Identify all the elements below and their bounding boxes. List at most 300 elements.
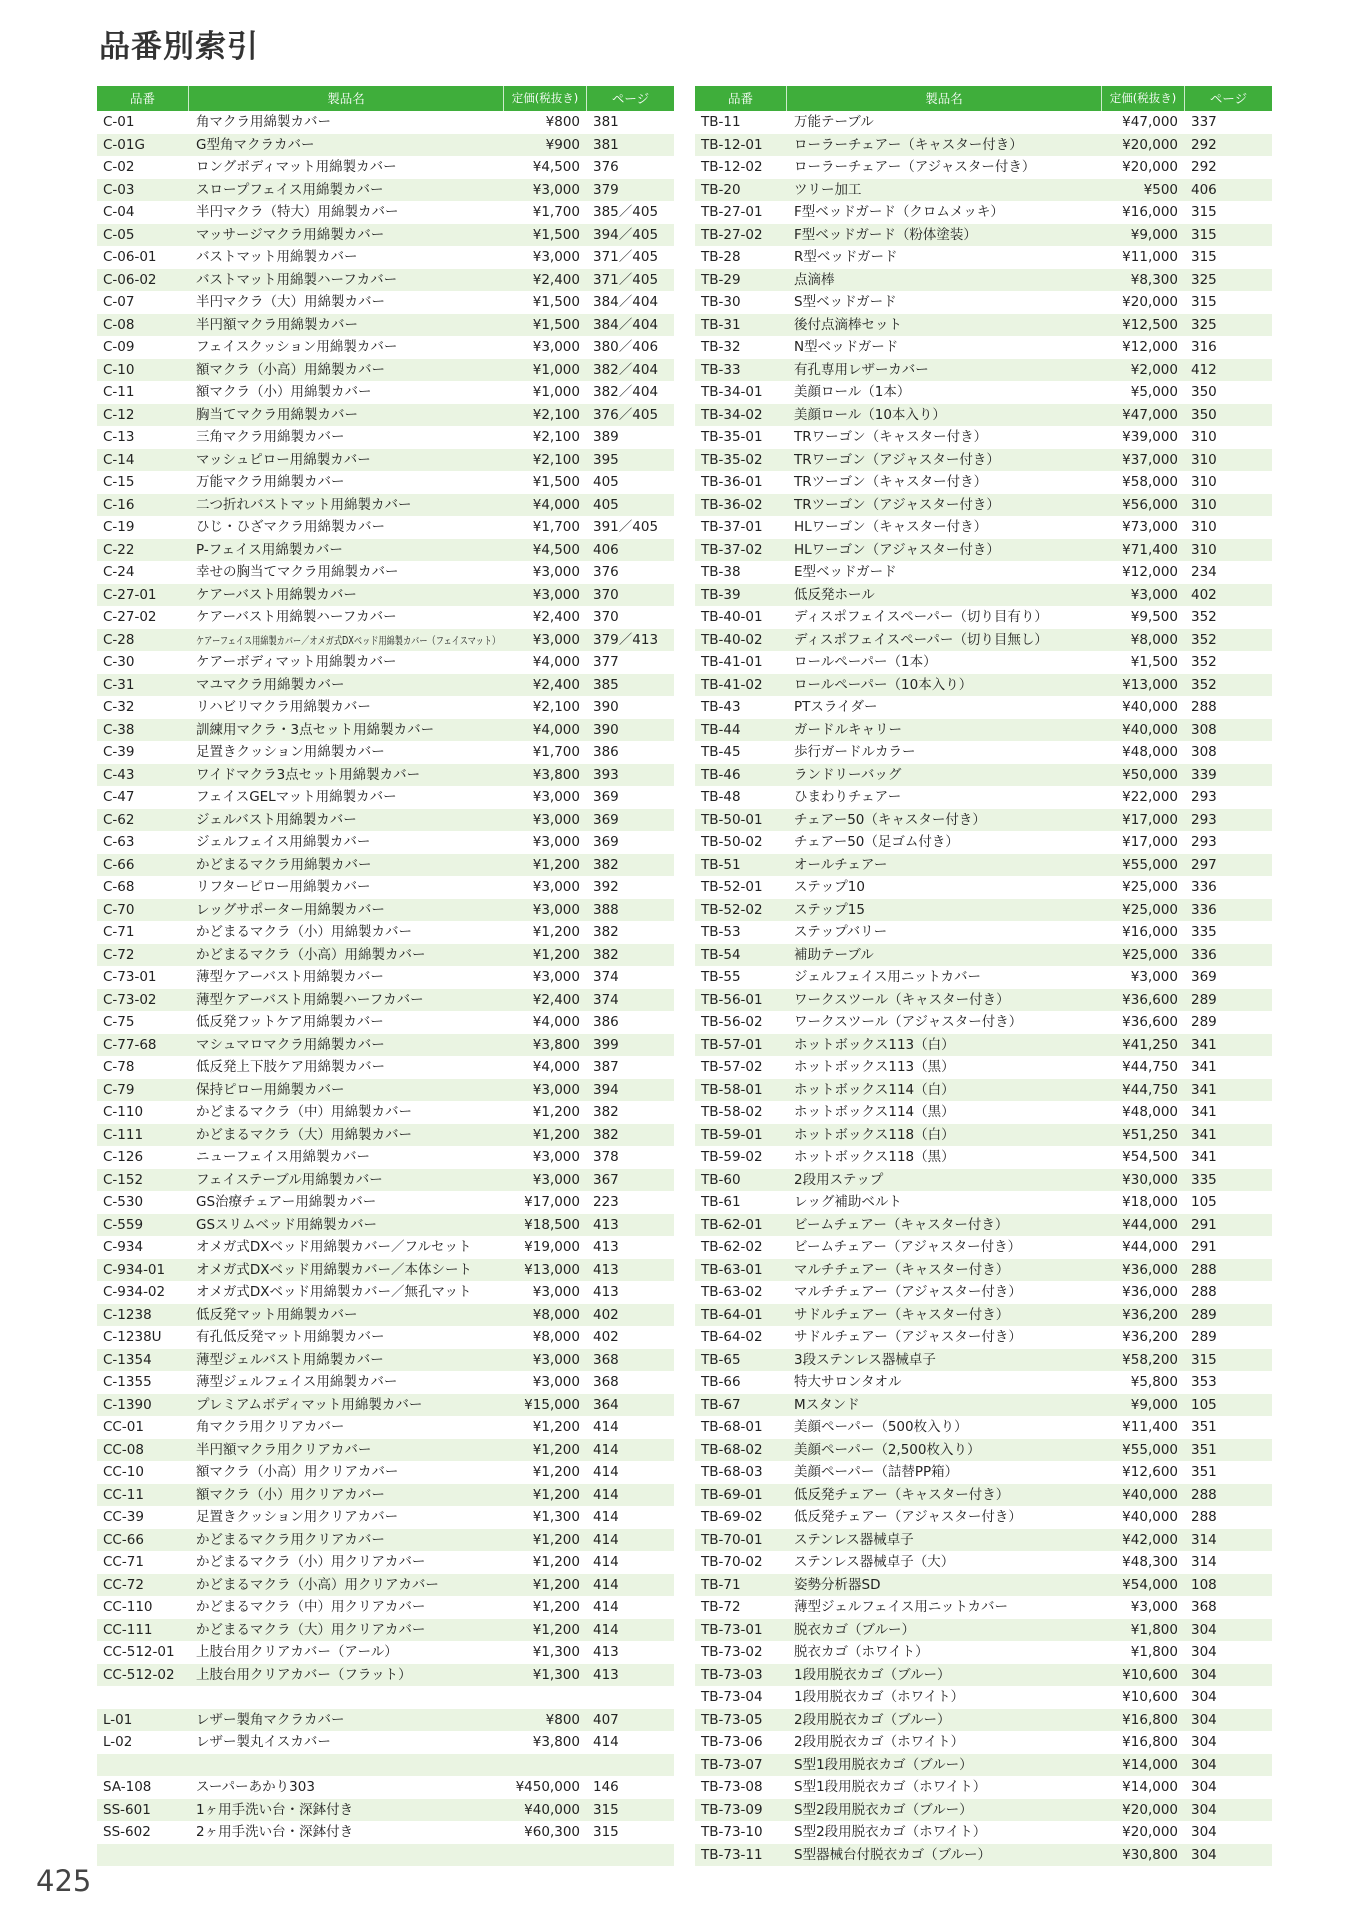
product-name-cell — [786, 966, 1101, 989]
page-ref-cell — [586, 1461, 674, 1484]
product-name-cell — [786, 1664, 1101, 1687]
product-name: 2段用脱衣カゴ（ホワイト） — [794, 1734, 965, 1750]
product-code: TB-73-07 — [701, 1756, 763, 1773]
product-name: 2段用ステップ — [794, 1171, 884, 1188]
page-reference: 414 — [593, 1554, 619, 1570]
page-ref-cell — [1184, 471, 1272, 494]
price-cell — [503, 1664, 586, 1687]
product-name: 美顔ペーパー（2,500枚入り） — [794, 1441, 981, 1458]
product-code: TB-57-01 — [701, 1036, 763, 1053]
price-cell — [503, 381, 586, 404]
product-name-cell — [786, 1146, 1101, 1169]
price-cell — [503, 921, 586, 944]
page-ref-cell — [1184, 1416, 1272, 1439]
code-cell — [695, 966, 786, 989]
table-row — [97, 1821, 674, 1844]
code-cell — [695, 1506, 786, 1529]
table-row — [695, 1506, 1272, 1529]
product-name: 薄型ジェルバスト用綿製カバー — [196, 1351, 384, 1368]
product-code: C-63 — [103, 834, 135, 850]
price-cell — [1101, 1079, 1184, 1102]
page-ref-cell — [586, 741, 674, 764]
price-value: ¥2,000 — [1130, 361, 1178, 378]
code-cell — [97, 1574, 188, 1597]
table-row — [695, 336, 1272, 359]
table-row — [97, 201, 674, 224]
page-ref-cell — [1184, 1281, 1272, 1304]
price-cell — [1101, 156, 1184, 179]
code-cell — [695, 1214, 786, 1237]
price-value: ¥1,700 — [532, 744, 580, 760]
product-name: ジェルバスト用綿製カバー — [196, 811, 357, 828]
price-cell — [503, 809, 586, 832]
product-name: 歩行ガードルカラー — [794, 744, 916, 760]
code-cell — [695, 1641, 786, 1664]
price-value: ¥3,800 — [532, 766, 580, 783]
page-ref-cell — [1184, 606, 1272, 629]
page-ref-cell — [586, 1146, 674, 1169]
page-ref-cell — [1184, 899, 1272, 922]
price-value: ¥17,000 — [1122, 811, 1178, 828]
product-name-cell — [188, 291, 503, 314]
header-page: ページ — [586, 86, 674, 111]
table-row — [695, 921, 1272, 944]
table-row — [695, 1304, 1272, 1327]
product-name-cell — [786, 1394, 1101, 1417]
product-name: マルチチェアー（アジャスター付き） — [794, 1284, 1022, 1300]
product-name: ステンレス器械卓子 — [794, 1531, 914, 1548]
price-value: ¥12,000 — [1122, 564, 1178, 580]
product-name-cell — [188, 449, 503, 472]
table-row — [695, 179, 1272, 202]
page-reference: 414 — [593, 1419, 619, 1435]
table-row — [695, 1731, 1272, 1754]
table-row — [97, 561, 674, 584]
product-name-cell — [188, 831, 503, 854]
table-row — [97, 156, 674, 179]
page-ref-cell — [586, 1641, 674, 1664]
product-code: TB-56-02 — [701, 1014, 763, 1030]
product-code: TB-66 — [701, 1374, 741, 1390]
product-name-cell — [786, 201, 1101, 224]
product-name: かどまるマクラ（小）用綿製カバー — [196, 924, 412, 940]
price-value: ¥19,000 — [524, 1239, 580, 1255]
page-ref-cell — [1184, 1304, 1272, 1327]
page-ref-cell — [586, 1371, 674, 1394]
table-row — [97, 1101, 674, 1124]
product-name: HLワーゴン（キャスター付き） — [794, 519, 988, 535]
page-ref-cell — [586, 1281, 674, 1304]
table-row — [695, 516, 1272, 539]
page-ref-cell — [1184, 719, 1272, 742]
price-cell — [503, 1529, 586, 1552]
price-value: ¥48,300 — [1122, 1554, 1178, 1570]
page-reference: 413 — [593, 1666, 619, 1683]
product-name: プレミアムボディマット用綿製カバー — [196, 1396, 423, 1413]
product-code: C-934-01 — [103, 1261, 166, 1278]
product-code: C-14 — [103, 451, 135, 468]
table-row — [97, 246, 674, 269]
page-ref-cell — [1184, 651, 1272, 674]
code-cell — [97, 314, 188, 337]
product-name-cell — [786, 1529, 1101, 1552]
page-reference: 377 — [593, 654, 619, 670]
product-name-cell — [786, 224, 1101, 247]
table-row — [695, 426, 1272, 449]
code-cell — [97, 1731, 188, 1754]
price-cell — [503, 1461, 586, 1484]
product-name: チェアー50（足ゴム付き） — [794, 834, 959, 850]
product-code: C-27-01 — [103, 586, 157, 603]
page-ref-cell — [1184, 1169, 1272, 1192]
product-code: TB-31 — [701, 316, 741, 333]
page-ref-cell — [1184, 561, 1272, 584]
table-row — [97, 381, 674, 404]
price-value: ¥3,000 — [532, 789, 580, 805]
page-reference: 394 — [593, 1081, 619, 1098]
code-cell — [695, 764, 786, 787]
product-name-cell — [188, 1776, 503, 1799]
price-value: ¥1,200 — [532, 1464, 580, 1480]
code-cell — [97, 1776, 188, 1799]
page-ref-cell — [1184, 1619, 1272, 1642]
product-name: 足置きクッション用綿製カバー — [196, 744, 385, 760]
page-ref-cell — [586, 539, 674, 562]
page-ref-cell — [1184, 1686, 1272, 1709]
price-value: ¥15,000 — [524, 1396, 580, 1413]
product-code: TB-51 — [701, 856, 741, 873]
product-name: E型ベッドガード — [794, 564, 897, 580]
price-value: ¥16,800 — [1122, 1734, 1178, 1750]
price-value: ¥14,000 — [1122, 1756, 1178, 1773]
table-row — [695, 1709, 1272, 1732]
page-reference: 381 — [593, 114, 619, 130]
product-name-cell — [188, 201, 503, 224]
page-ref-cell — [1184, 201, 1272, 224]
page-reference: 304 — [1191, 1801, 1217, 1818]
price-cell — [1101, 336, 1184, 359]
product-name: 脱衣カゴ（ブルー） — [794, 1621, 915, 1638]
table-row — [97, 1304, 674, 1327]
product-code: C-06-02 — [103, 271, 157, 288]
product-code: C-15 — [103, 474, 135, 490]
code-cell — [695, 359, 786, 382]
product-name: 低反発上下肢ケア用綿製カバー — [196, 1059, 385, 1075]
price-value: ¥3,000 — [532, 1351, 580, 1368]
page-ref-cell — [586, 381, 674, 404]
product-name: ビームチェアー（アジャスター付き） — [794, 1239, 1022, 1255]
price-cell — [503, 1596, 586, 1619]
product-code: TB-37-01 — [701, 519, 763, 535]
product-code: TB-59-02 — [701, 1149, 763, 1165]
code-cell — [695, 1169, 786, 1192]
page-ref-cell — [586, 696, 674, 719]
price-value: ¥3,000 — [532, 969, 580, 985]
table-row — [695, 674, 1272, 697]
price-cell — [1101, 179, 1184, 202]
product-name: かどまるマクラ用クリアカバー — [196, 1531, 385, 1548]
price-cell — [1101, 674, 1184, 697]
page-ref-cell — [586, 944, 674, 967]
product-name-cell — [188, 471, 503, 494]
product-name-cell — [188, 1416, 503, 1439]
product-name: 胸当てマクラ用綿製カバー — [196, 406, 358, 423]
price-value: ¥4,000 — [532, 496, 580, 513]
price-value: ¥44,000 — [1122, 1239, 1178, 1255]
price-value: ¥12,500 — [1122, 316, 1178, 333]
page-reference: 339 — [1191, 766, 1217, 783]
page-ref-cell — [1184, 1371, 1272, 1394]
table-row — [97, 1596, 674, 1619]
price-cell — [503, 944, 586, 967]
product-name-cell — [188, 696, 503, 719]
table-row — [97, 1011, 674, 1034]
code-cell — [97, 516, 188, 539]
product-name: 低反発チェアー（キャスター付き） — [794, 1486, 1010, 1503]
product-name: 美顔ペーパー（詰替PP箱） — [794, 1464, 959, 1480]
page-ref-cell — [586, 1304, 674, 1327]
product-name: オメガ式DXベッド用綿製カバー／フルセット — [196, 1239, 472, 1255]
product-name: 薄型ジェルフェイス用綿製カバー — [196, 1374, 398, 1390]
page-ref-cell — [1184, 359, 1272, 382]
price-cell — [503, 1214, 586, 1237]
price-value: ¥36,600 — [1122, 1014, 1178, 1030]
product-name: スロープフェイス用綿製カバー — [196, 181, 384, 198]
table-row — [97, 719, 674, 742]
price-value: ¥5,000 — [1130, 384, 1178, 400]
page-ref-cell — [1184, 1124, 1272, 1147]
page-ref-cell — [586, 1236, 674, 1259]
product-name-cell — [786, 921, 1101, 944]
product-name-cell — [188, 381, 503, 404]
product-name-cell — [786, 1821, 1101, 1844]
product-code: TB-29 — [701, 271, 741, 288]
product-name: レザー製丸イスカバー — [196, 1734, 331, 1750]
price-value: ¥3,000 — [532, 1171, 580, 1188]
price-cell — [503, 539, 586, 562]
price-value: ¥11,000 — [1122, 249, 1178, 265]
price-cell — [1101, 1236, 1184, 1259]
product-name-cell — [786, 1079, 1101, 1102]
product-name: フェイスクッション用綿製カバー — [196, 339, 398, 355]
code-cell — [97, 1349, 188, 1372]
product-code: TB-62-02 — [701, 1239, 763, 1255]
product-code: C-16 — [103, 496, 135, 513]
product-name-cell — [786, 1034, 1101, 1057]
product-name: ロールペーパー（1本） — [794, 654, 937, 670]
page-ref-cell — [1184, 944, 1272, 967]
product-name-cell — [786, 651, 1101, 674]
price-value: ¥71,400 — [1122, 541, 1178, 558]
product-name: フェイステーブル用綿製カバー — [196, 1171, 383, 1188]
page-ref-cell — [1184, 1709, 1272, 1732]
product-code: TB-57-02 — [701, 1059, 763, 1075]
page-reference: 304 — [1191, 1756, 1217, 1773]
page-ref-cell — [586, 156, 674, 179]
page-reference: 289 — [1191, 1306, 1217, 1323]
product-code: C-43 — [103, 766, 135, 783]
price-cell — [1101, 1776, 1184, 1799]
price-value: ¥10,600 — [1122, 1689, 1178, 1705]
price-cell — [503, 1709, 586, 1732]
code-cell — [97, 1214, 188, 1237]
price-cell — [503, 989, 586, 1012]
product-code: TB-63-02 — [701, 1284, 763, 1300]
product-name-cell — [786, 1416, 1101, 1439]
price-value: ¥41,250 — [1122, 1036, 1178, 1053]
price-cell — [1101, 561, 1184, 584]
code-cell — [97, 1529, 188, 1552]
price-cell — [1101, 1664, 1184, 1687]
product-code: C-73-02 — [103, 991, 157, 1008]
table-row — [97, 1371, 674, 1394]
page-reference: 413 — [593, 1284, 619, 1300]
page-ref-cell — [1184, 741, 1272, 764]
product-name-cell — [786, 1281, 1101, 1304]
price-value: ¥25,000 — [1122, 946, 1178, 963]
page-ref-cell — [586, 1596, 674, 1619]
price-cell — [1101, 1124, 1184, 1147]
price-cell — [1101, 1439, 1184, 1462]
price-value: ¥40,000 — [1122, 699, 1178, 715]
product-name: ビームチェアー（キャスター付き） — [794, 1216, 1009, 1233]
price-cell — [503, 1146, 586, 1169]
page-reference: 369 — [593, 811, 619, 828]
page-ref-cell — [586, 674, 674, 697]
product-name: かどまるマクラ（大）用クリアカバー — [196, 1621, 426, 1638]
page-reference: 304 — [1191, 1734, 1217, 1750]
price-value: ¥36,000 — [1122, 1261, 1178, 1278]
product-name: 上肢台用クリアカバー（アール） — [196, 1644, 398, 1660]
code-cell — [695, 1191, 786, 1214]
product-name-cell — [188, 1596, 503, 1619]
page-reference: 402 — [593, 1306, 619, 1323]
page-reference: 293 — [1191, 789, 1217, 805]
table-row — [695, 111, 1272, 134]
product-code: C-01 — [103, 114, 135, 130]
table-row — [695, 1281, 1272, 1304]
table-row — [97, 831, 674, 854]
price-cell — [1101, 786, 1184, 809]
code-cell — [695, 1731, 786, 1754]
code-cell — [97, 224, 188, 247]
page-ref-cell — [1184, 1326, 1272, 1349]
product-name-cell — [188, 156, 503, 179]
code-cell — [695, 1574, 786, 1597]
table-row — [97, 494, 674, 517]
product-code: CC-512-01 — [103, 1644, 175, 1660]
page-reference: 406 — [593, 541, 619, 558]
price-value: ¥9,000 — [1130, 1396, 1178, 1413]
code-cell — [695, 584, 786, 607]
product-code: TB-53 — [701, 924, 741, 940]
price-value: ¥4,000 — [532, 1014, 580, 1030]
product-code: C-77-68 — [103, 1036, 157, 1053]
page-ref-cell — [586, 1551, 674, 1574]
price-cell — [503, 786, 586, 809]
product-code: C-78 — [103, 1059, 135, 1075]
code-cell — [695, 1371, 786, 1394]
price-value: ¥13,000 — [524, 1261, 580, 1278]
product-code: C-75 — [103, 1014, 135, 1030]
code-cell — [695, 1236, 786, 1259]
page-reference: 413 — [593, 1216, 619, 1233]
price-cell — [1101, 494, 1184, 517]
price-value: ¥4,000 — [532, 1059, 580, 1075]
price-value: ¥1,200 — [532, 1126, 580, 1143]
page-ref-cell — [1184, 404, 1272, 427]
page-ref-cell — [1184, 1484, 1272, 1507]
page-reference: 368 — [593, 1351, 619, 1368]
price-value: ¥3,000 — [532, 811, 580, 828]
product-name-cell — [188, 1079, 503, 1102]
page-ref-cell — [1184, 1551, 1272, 1574]
header-price: 定価(税抜き) — [1101, 86, 1184, 111]
product-code: C-559 — [103, 1216, 144, 1233]
product-name: 美顔ペーパー（500枚入り） — [794, 1419, 968, 1435]
page-reference: 310 — [1191, 429, 1217, 445]
product-name: ひまわりチェアー — [794, 789, 902, 805]
table-row — [97, 1619, 674, 1642]
product-name-cell — [188, 1011, 503, 1034]
product-name-cell — [188, 1664, 503, 1687]
table-row — [97, 1664, 674, 1687]
price-value: ¥1,200 — [532, 1531, 580, 1548]
page-reference: 388 — [593, 901, 619, 918]
page-ref-cell — [1184, 291, 1272, 314]
product-code: TB-28 — [701, 249, 741, 265]
product-name-cell — [188, 426, 503, 449]
price-cell — [1101, 651, 1184, 674]
price-cell — [503, 1754, 586, 1777]
header-price: 定価(税抜き) — [503, 86, 586, 111]
page-ref-cell — [586, 1844, 674, 1867]
page-reference: 407 — [593, 1711, 619, 1728]
product-name-cell — [786, 696, 1101, 719]
table-row — [97, 1799, 674, 1822]
price-cell — [503, 1371, 586, 1394]
product-code: CC-71 — [103, 1554, 144, 1570]
product-name-cell — [188, 1056, 503, 1079]
page-ref-cell — [1184, 1394, 1272, 1417]
code-cell — [97, 561, 188, 584]
product-name: ケアーバスト用綿製カバー — [196, 586, 357, 603]
product-name: S型2段用脱衣カゴ（ホワイト） — [794, 1824, 987, 1840]
price-cell — [503, 1281, 586, 1304]
product-name: 点滴棒 — [794, 271, 835, 288]
product-name-cell — [786, 741, 1101, 764]
table-row — [97, 1259, 674, 1282]
price-cell — [503, 1551, 586, 1574]
product-name: レッグ補助ベルト — [794, 1194, 902, 1210]
table-row — [695, 224, 1272, 247]
code-cell — [695, 606, 786, 629]
price-cell — [1101, 1394, 1184, 1417]
page-ref-cell — [1184, 989, 1272, 1012]
table-row — [97, 1439, 674, 1462]
page-reference: 341 — [1191, 1149, 1217, 1165]
page-ref-cell — [1184, 1844, 1272, 1867]
product-name: ランドリーバッグ — [794, 766, 902, 783]
price-cell — [503, 1776, 586, 1799]
product-name: 万能マクラ用綿製カバー — [196, 474, 345, 490]
product-name-cell — [786, 1619, 1101, 1642]
price-value: ¥3,000 — [532, 1284, 580, 1300]
product-name: 幸せの胸当てマクラ用綿製カバー — [196, 564, 399, 580]
product-name-cell — [786, 1484, 1101, 1507]
page-reference: 293 — [1191, 811, 1217, 828]
price-value: ¥20,000 — [1122, 1801, 1178, 1818]
